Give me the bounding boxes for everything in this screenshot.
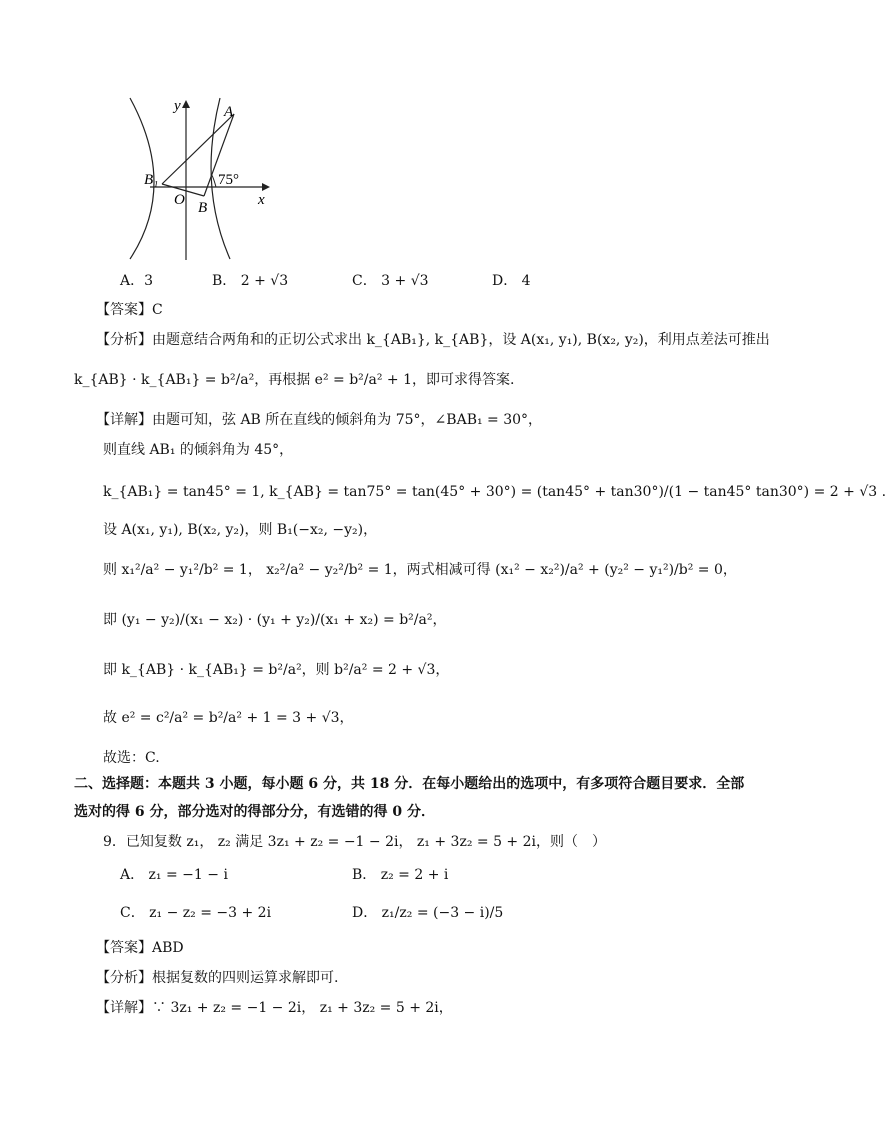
q9-stem: 9．已知复数 z₁， z₂ 满足 3z₁ + z₂ = −1 − 2i， z₁ + 3z₂ = 5 + 2i，则（ ） bbox=[103, 834, 607, 850]
q9-detail: 【详解】∵ 3z₁ + z₂ = −1 − 2i， z₁ + 3z₂ = 5 + 2i， bbox=[96, 1000, 453, 1016]
q8-detail-line8: 故 e² = c²/a² = b²/a² + 1 = 3 + √3， bbox=[103, 710, 354, 726]
q8-detail-line4: 设 A(x₁, y₁), B(x₂, y₂)，则 B₁(−x₂, −y₂)， bbox=[103, 522, 378, 538]
q8-analysis-line2: k_{AB} · k_{AB₁} = b²/a²，再根据 e² = b²/a² + 1，即可求得答案. bbox=[74, 372, 515, 388]
q9-option-d: D． z₁/z₂ = (−3 − i)/5 bbox=[352, 905, 504, 921]
hyperbola-figure bbox=[120, 96, 280, 261]
hyperbola-diagram bbox=[120, 96, 280, 261]
label-x: x bbox=[258, 192, 265, 208]
q9-option-c: C． z₁ − z₂ = −3 + 2i bbox=[120, 905, 272, 921]
q9-analysis: 【分析】根据复数的四则运算求解即可. bbox=[96, 970, 339, 986]
x-axis-arrow bbox=[262, 183, 270, 191]
label-b1: B₁ bbox=[144, 172, 159, 188]
q8-option-d: D． 4 bbox=[492, 273, 531, 289]
q9-answer: 【答案】ABD bbox=[96, 940, 184, 956]
q8-option-a: A．3 bbox=[120, 273, 154, 289]
q8-detail-line6: 即 (y₁ − y₂)/(x₁ − x₂) · (y₁ + y₂)/(x₁ + x₂) = b²/a²， bbox=[103, 612, 447, 628]
label-y: y bbox=[174, 98, 181, 114]
q8-answer: 【答案】C bbox=[96, 302, 163, 318]
section2-heading-line2: 选对的得 6 分，部分选对的得部分分，有选错的得 0 分． bbox=[74, 804, 435, 820]
label-o: O bbox=[174, 192, 185, 208]
q8-detail-line3: k_{AB₁} = tan45° = 1, k_{AB} = tan75° = tan(45° + 30°) = (tan45° + tan30°)/(1 − tan45° tan30°) = 2 + √3 . bbox=[103, 484, 886, 500]
section2-heading-line1: 二、选择题：本题共 3 小题，每小题 6 分，共 18 分．在每小题给出的选项中，有多项符合题目要求．全部 bbox=[74, 776, 745, 792]
label-a: A bbox=[224, 104, 234, 120]
q8-option-c: C． 3 + √3 bbox=[352, 273, 429, 289]
q8-analysis-line1: 【分析】由题意结合两角和的正切公式求出 k_{AB₁}, k_{AB}，设 A(x₁, y₁), B(x₂, y₂)，利用点差法可推出 bbox=[96, 332, 770, 348]
label-b: B bbox=[198, 200, 208, 216]
q8-detail-line1: 【详解】由题可知，弦 AB 所在直线的倾斜角为 75°，∠BAB₁ = 30°， bbox=[96, 412, 543, 428]
q9-option-b: B． z₂ = 2 + i bbox=[352, 867, 449, 883]
q8-option-b: B． 2 + √3 bbox=[212, 273, 289, 289]
q8-detail-line5: 则 x₁²/a² − y₁²/b² = 1， x₂²/a² − y₂²/b² = 1，两式相减可得 (x₁² − x₂²)/a² + (y₂² − y₁²)/b² = 0， bbox=[103, 562, 737, 578]
q9-option-a: A． z₁ = −1 − i bbox=[120, 867, 228, 883]
y-axis-arrow bbox=[182, 100, 190, 108]
label-angle: 75° bbox=[218, 172, 239, 188]
q8-detail-line7: 即 k_{AB} · k_{AB₁} = b²/a²，则 b²/a² = 2 + √3， bbox=[103, 662, 450, 678]
q8-detail-line2: 则直线 AB₁ 的倾斜角为 45°， bbox=[103, 442, 294, 458]
q8-detail-line9: 故选：C. bbox=[103, 750, 160, 766]
